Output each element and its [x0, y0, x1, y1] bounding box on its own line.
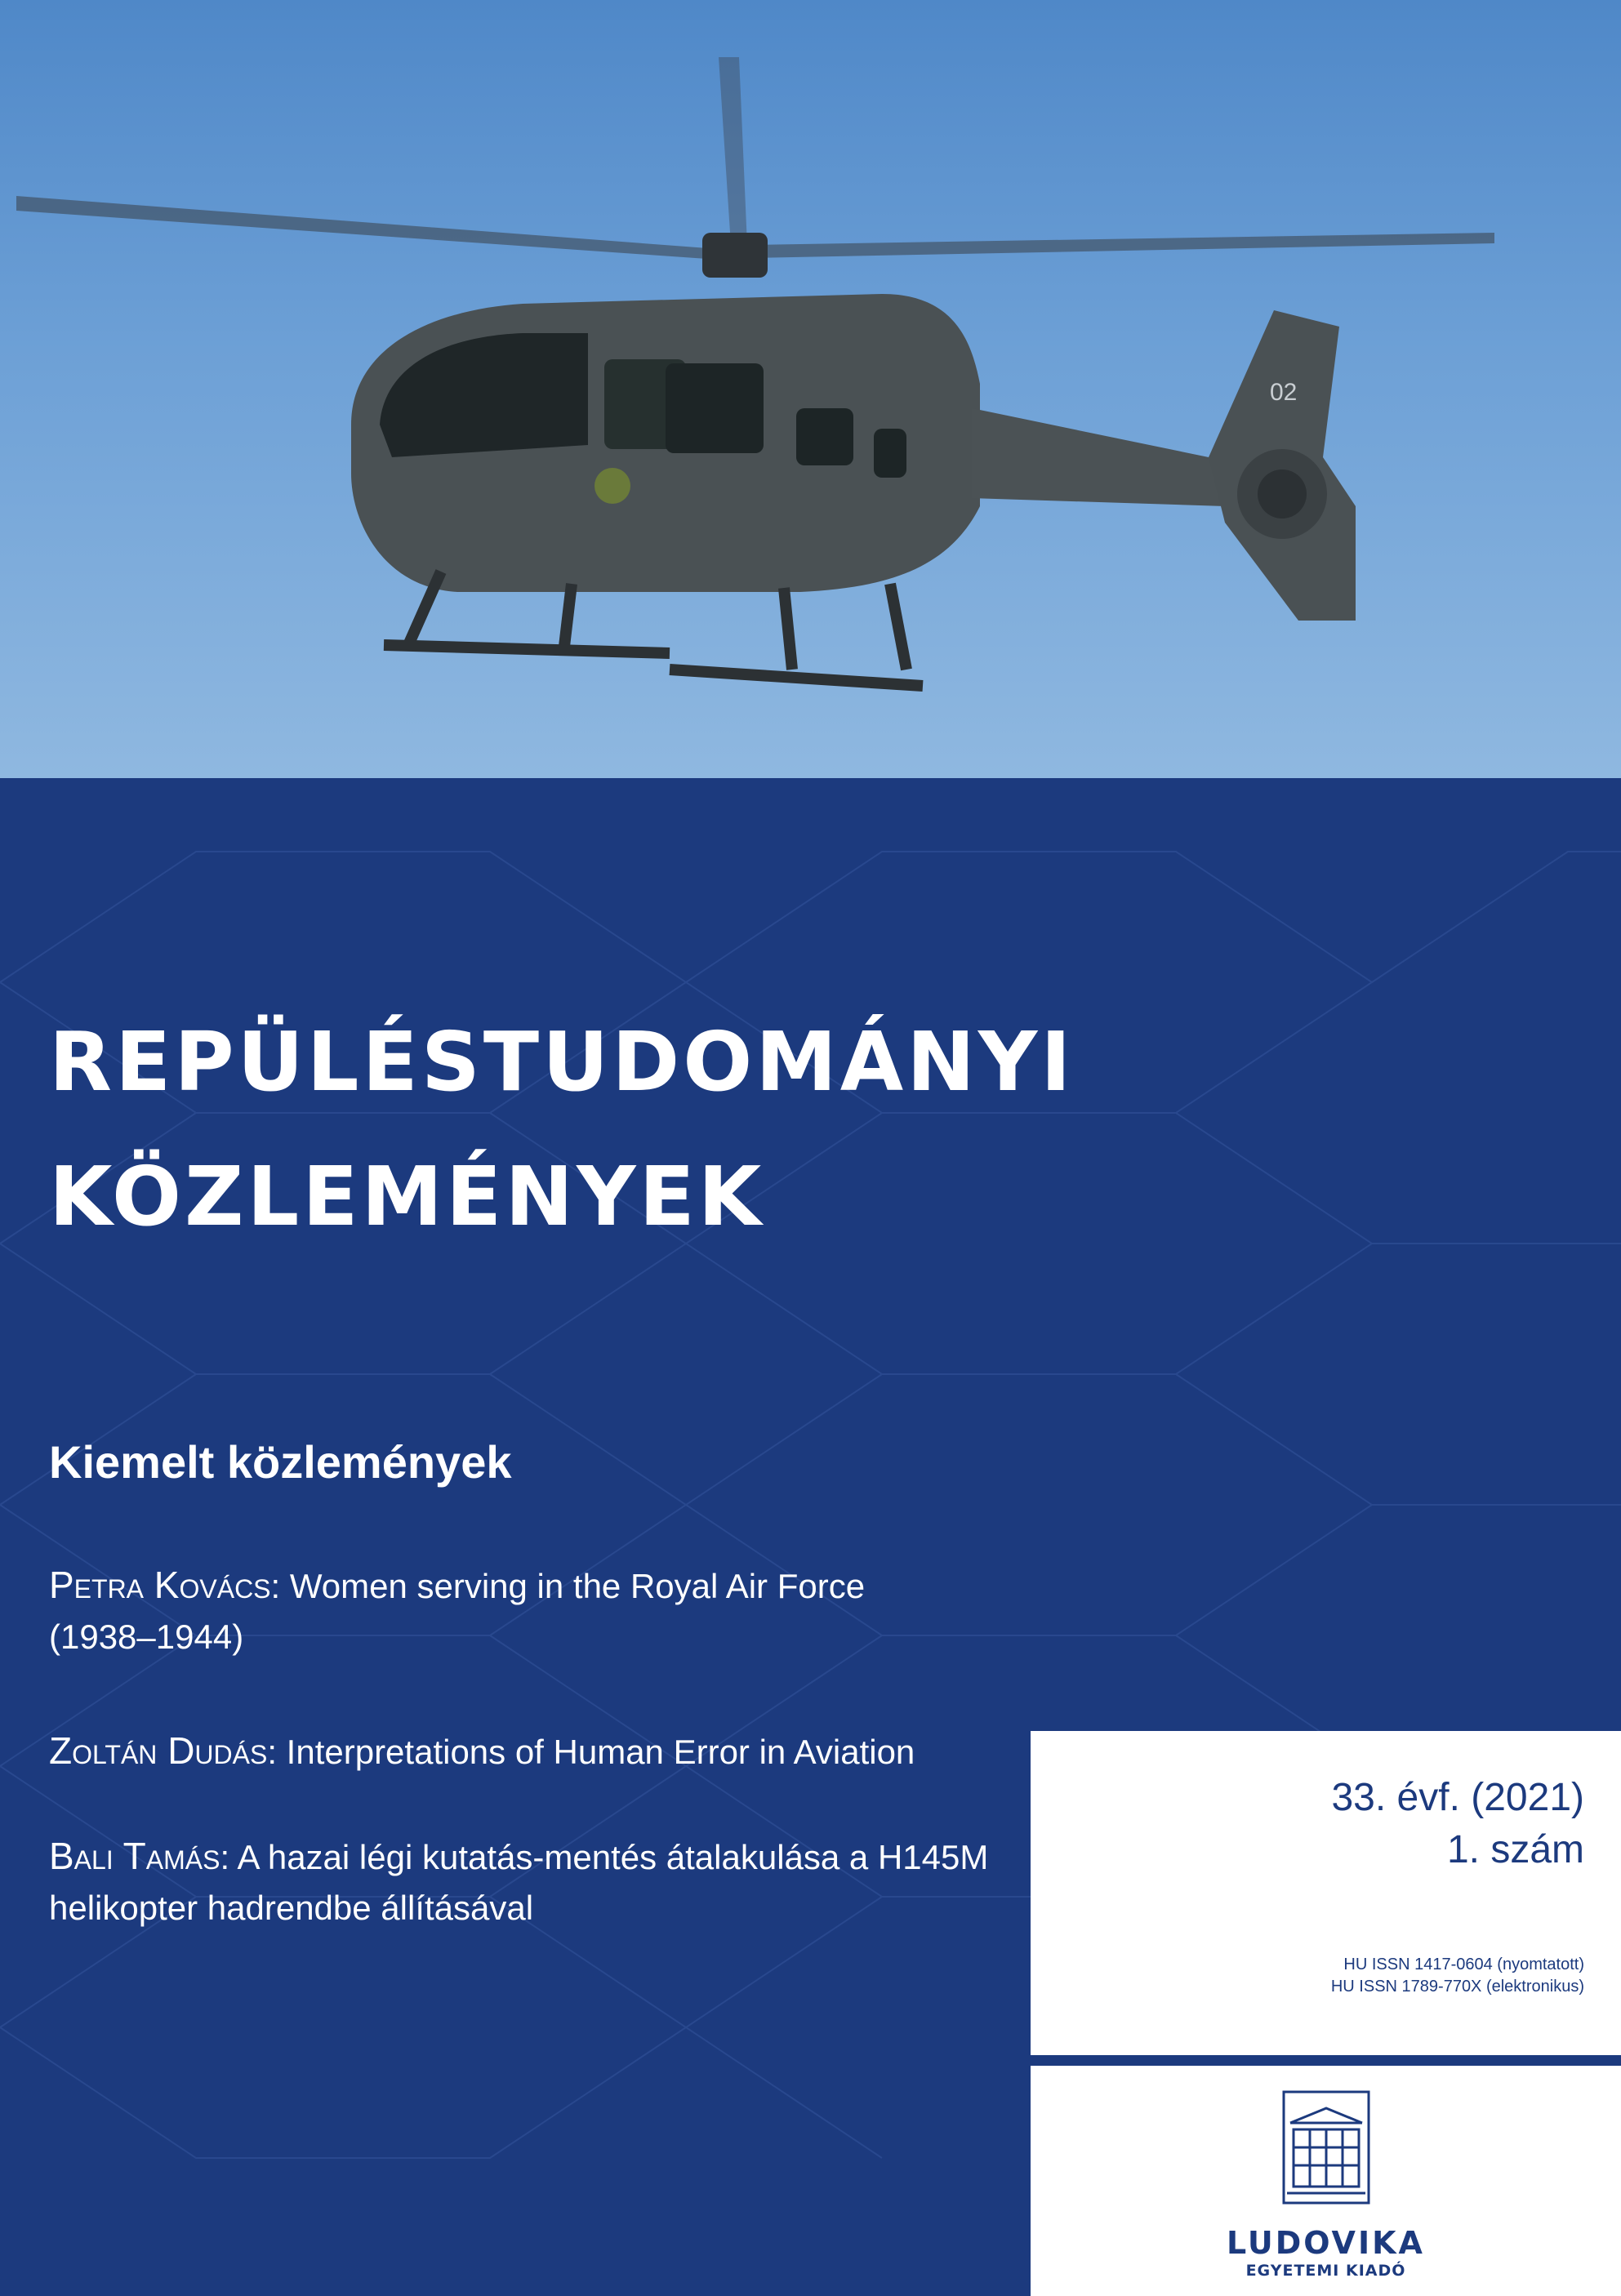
article-author: Bali Tamás — [49, 1835, 220, 1877]
issue-volume-block — [1331, 1772, 1584, 1876]
tail-boom — [972, 408, 1225, 506]
article-author: Petra Kovács — [49, 1564, 271, 1606]
ludovika-building-icon — [1282, 2090, 1370, 2205]
journal-title-line1: REPÜLÉSTUDOMÁNYI — [49, 1014, 1075, 1110]
publisher-name: LUDOVIKA — [1227, 2225, 1425, 2261]
issn-online: HU ISSN 1789-770X (elektronikus) — [1330, 1978, 1584, 1996]
featured-article — [49, 1831, 1021, 1933]
journal-title-line2: KÖZLEMÉNYEK — [49, 1149, 765, 1244]
featured-article — [49, 1725, 1021, 1778]
rotor-hub — [702, 233, 768, 278]
article-title-cont: (1938–1944) — [49, 1617, 244, 1656]
journal-title — [49, 994, 1075, 1264]
article-title-cont: helikopter hadrendbe állításával — [49, 1889, 534, 1927]
article-title: : Interpretations of Human Error in Aviation — [267, 1733, 915, 1771]
issn-block — [1331, 1954, 1584, 1998]
cabin-window — [666, 363, 764, 453]
cover-photo — [0, 0, 1621, 778]
featured-heading: Kiemelt közlemények — [49, 1436, 512, 1488]
helicopter-illustration — [0, 0, 1621, 778]
issue-volume: 33. évf. (2021) — [1331, 1776, 1584, 1819]
publisher-logo-box — [1031, 2066, 1621, 2296]
issue-info-box — [1031, 1731, 1621, 2055]
main-rotor — [16, 57, 1494, 260]
issn-print: HU ISSN 1417-0604 (nyomtatott) — [1343, 1956, 1584, 1973]
article-author: Zoltán Dudás — [49, 1729, 268, 1772]
cabin-window — [874, 429, 906, 478]
issue-number: 1. szám — [1446, 1828, 1584, 1871]
insignia-emblem — [595, 468, 630, 504]
publisher-subtitle: EGYETEMI KIADÓ — [1245, 2262, 1406, 2280]
article-title: : A hazai légi kutatás-mentés átalakulása a H145M — [220, 1838, 989, 1876]
tail-number: 02 — [1270, 379, 1298, 406]
featured-article — [49, 1560, 1021, 1662]
article-title: : Women serving in the Royal Air Force — [270, 1567, 866, 1605]
cabin-window — [796, 408, 853, 465]
